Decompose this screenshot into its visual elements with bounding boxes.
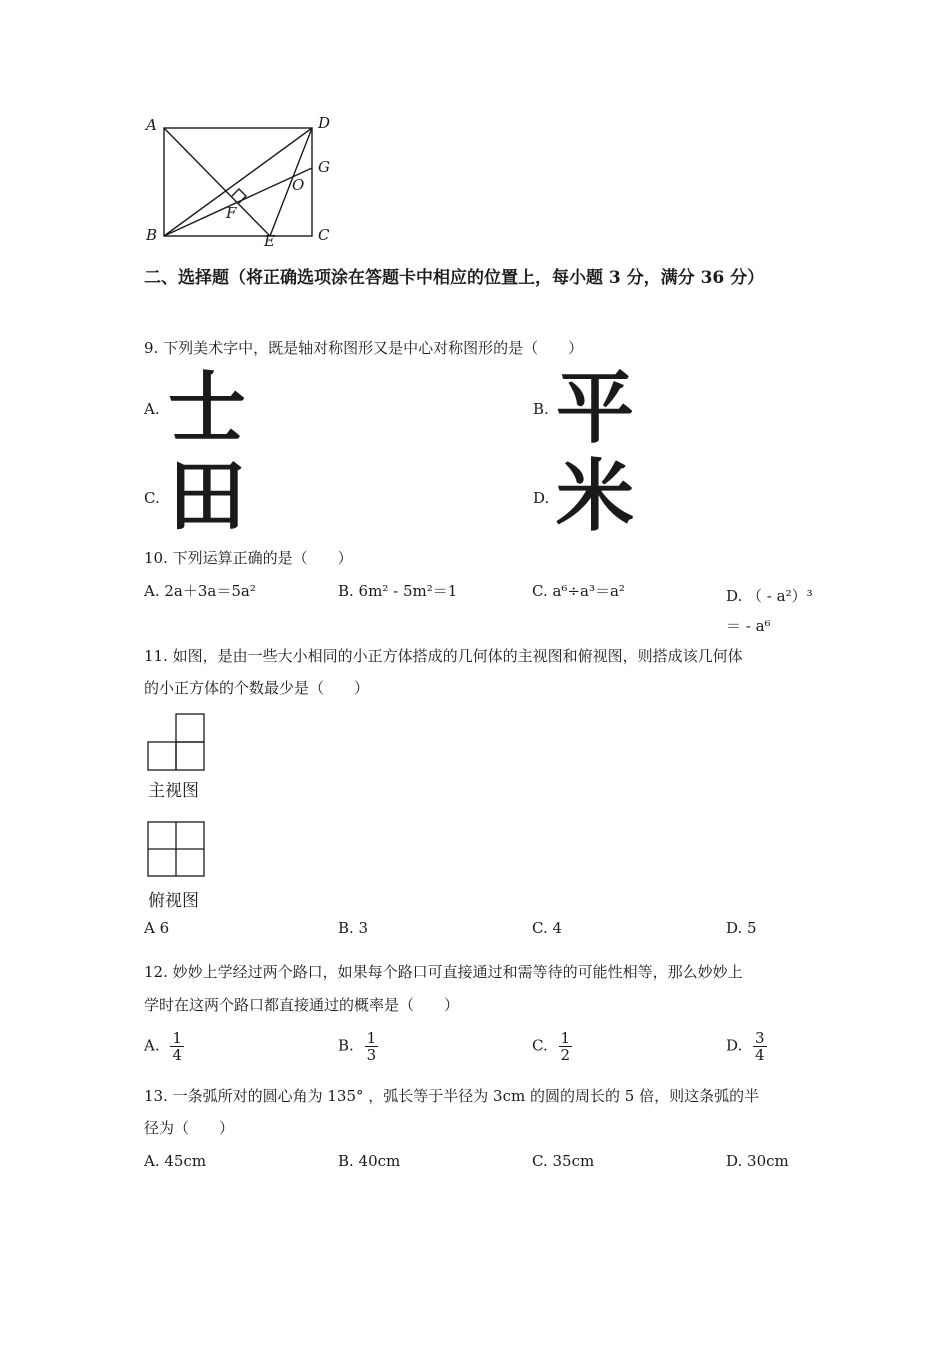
label-d: D xyxy=(318,114,331,132)
q12-option-c-fraction xyxy=(559,1030,573,1063)
q12-option-b-denominator: 3 xyxy=(366,1046,377,1064)
segment-ae xyxy=(164,128,270,236)
label-o: O xyxy=(292,176,305,194)
q9-option-b-char: 平 xyxy=(556,364,635,454)
q9-option-a-letter: A. xyxy=(144,400,160,418)
q12-option-c-letter: C. xyxy=(532,1036,548,1055)
label-g: G xyxy=(318,158,330,176)
label-e: E xyxy=(264,232,275,250)
geometry-figure xyxy=(140,112,340,252)
q12-option-a xyxy=(144,1030,184,1063)
q11-option-b: B. 3 xyxy=(338,919,369,937)
q12-option-b xyxy=(338,1030,378,1063)
section-title: 二、选择题（将正确选项涂在答题卡中相应的位置上，每小题 3 分，满分 36 分） xyxy=(144,268,765,288)
top-view-svg xyxy=(146,820,208,880)
question-11-stem-line1: 11. 如图，是由一些大小相同的小正方体搭成的几何体的主视图和俯视图，则搭成该几何体 xyxy=(144,647,743,665)
question-11-stem-line2: 的小正方体的个数最少是（ ） xyxy=(144,679,370,697)
front-view-figure xyxy=(146,712,208,772)
q12-option-b-letter: B. xyxy=(338,1036,354,1055)
segment-de xyxy=(270,128,312,236)
question-9-stem: 9. 下列美术字中，既是轴对称图形又是中心对称图形的是（ ） xyxy=(144,339,584,357)
q12-option-a-fraction xyxy=(170,1030,184,1063)
segment-bg xyxy=(164,168,312,236)
question-13-stem-line1: 13. 一条弧所对的圆心角为 135° ，弧长等于半径为 3cm 的圆的周长的 5 倍，则这条弧的半 xyxy=(144,1087,760,1105)
rectangle-figure-svg xyxy=(140,112,340,252)
q12-option-d-letter: D. xyxy=(726,1036,743,1055)
top-view-label: 俯视图 xyxy=(148,891,199,911)
q11-option-c: C. 4 xyxy=(532,919,563,937)
label-c: C xyxy=(318,226,330,244)
question-12-stem-line1: 12. 妙妙上学经过两个路口，如果每个路口可直接通过和需等待的可能性相等，那么妙妙上 xyxy=(144,963,743,981)
q10-option-a: A. 2a＋3a＝5a² xyxy=(144,582,256,600)
q12-option-d xyxy=(726,1030,767,1063)
q9-option-d-char: 米 xyxy=(556,452,635,542)
label-f: F xyxy=(226,204,237,222)
front-view-svg xyxy=(146,712,208,772)
question-10-stem: 10. 下列运算正确的是（ ） xyxy=(144,549,353,567)
q12-option-d-fraction xyxy=(753,1030,767,1063)
q12-option-a-letter: A. xyxy=(144,1036,160,1055)
q11-option-d: D. 5 xyxy=(726,919,757,937)
top-view-figure xyxy=(146,820,208,880)
q12-option-c-numerator: 1 xyxy=(560,1029,571,1047)
q13-option-b: B. 40cm xyxy=(338,1152,401,1170)
q10-option-d: D. （ - a²）³＝ - a⁶ xyxy=(726,587,813,635)
q11-option-a: A 6 xyxy=(144,919,170,937)
label-b: B xyxy=(146,226,158,244)
q12-option-d-denominator: 4 xyxy=(755,1046,765,1064)
q9-option-d-letter: D. xyxy=(533,489,550,507)
q10-option-c: C. a⁶÷a³＝a² xyxy=(532,582,625,600)
q12-option-c-denominator: 2 xyxy=(560,1046,571,1064)
q12-option-a-numerator: 1 xyxy=(172,1029,182,1047)
q12-option-b-fraction xyxy=(365,1030,379,1063)
front-view-label: 主视图 xyxy=(148,781,199,801)
q13-option-d: D. 30cm xyxy=(726,1152,789,1170)
q12-option-b-numerator: 1 xyxy=(366,1029,377,1047)
q12-option-d-numerator: 3 xyxy=(755,1029,765,1047)
q10-option-b: B. 6m² - 5m²＝1 xyxy=(338,582,458,600)
segment-bd xyxy=(164,128,312,236)
q9-option-c-char: 田 xyxy=(168,452,247,542)
q9-option-b-letter: B. xyxy=(533,400,549,418)
q12-option-a-denominator: 4 xyxy=(172,1046,182,1064)
question-13-stem-line2: 径为（ ） xyxy=(144,1119,235,1137)
q12-option-c xyxy=(532,1030,572,1063)
q13-option-c: C. 35cm xyxy=(532,1152,595,1170)
label-a: A xyxy=(146,116,157,134)
front-view-bottom-left-square xyxy=(148,742,176,770)
q9-option-a-char: 士 xyxy=(168,364,247,454)
front-view-top-square xyxy=(176,714,204,742)
q13-option-a: A. 45cm xyxy=(144,1152,207,1170)
front-view-bottom-right-square xyxy=(176,742,204,770)
q9-option-c-letter: C. xyxy=(144,489,160,507)
question-12-stem-line2: 学时在这两个路口都直接通过的概率是（ ） xyxy=(144,996,460,1014)
